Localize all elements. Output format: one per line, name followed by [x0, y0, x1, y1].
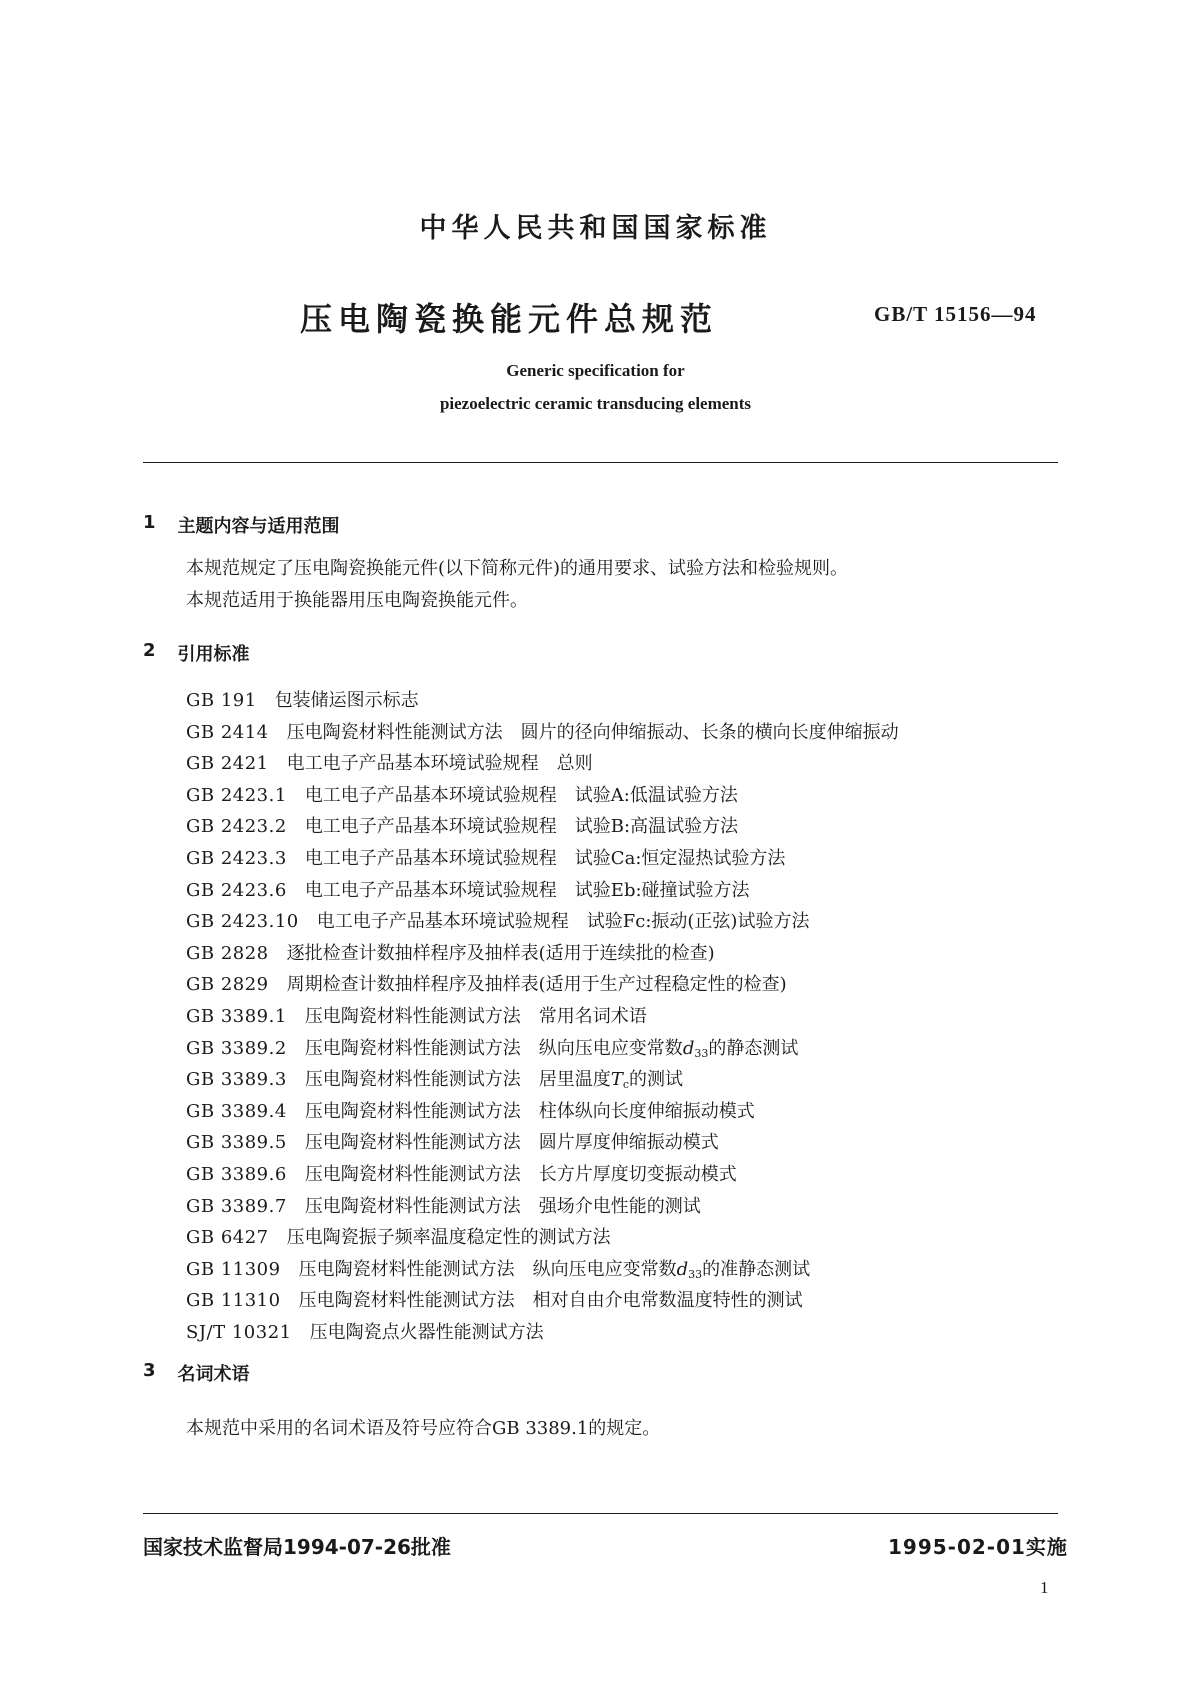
list-item	[186, 969, 899, 1001]
section-title: 引用标准	[177, 644, 250, 665]
ref-title: 压电陶瓷材料性能测试方法 柱体纵向长度伸缩振动模式	[304, 1100, 755, 1122]
section-1-paragraph-2: 本规范适用于换能器用压电陶瓷换能元件。	[186, 590, 528, 611]
ref-title: 压电陶瓷材料性能测试方法 圆片厚度伸缩振动模式	[304, 1132, 719, 1154]
ref-title: 逐批检查计数抽样程序及抽样表(适用于连续批的检查)	[286, 942, 715, 964]
symbol-subscript: c	[622, 1078, 629, 1092]
page-number: 1	[1040, 1578, 1049, 1597]
list-item	[186, 1001, 899, 1033]
ref-code: GB 3389.1	[186, 1005, 287, 1027]
ref-code: GB 3389.7	[186, 1195, 287, 1217]
ref-code: SJ/T 10321	[186, 1321, 292, 1343]
list-item	[186, 1222, 899, 1254]
ref-title-tail: 的准静态测试	[702, 1258, 811, 1280]
ref-code: GB 3389.2	[186, 1037, 287, 1059]
list-item	[186, 1159, 899, 1191]
list-item	[186, 1285, 899, 1317]
ref-code: GB 2423.10	[186, 911, 299, 933]
section-number: 2	[143, 640, 156, 661]
ref-code: GB 3389.6	[186, 1163, 287, 1185]
header-divider	[143, 462, 1058, 463]
ref-code: GB 2414	[186, 721, 269, 743]
footer-divider	[143, 1513, 1058, 1514]
list-item	[186, 938, 899, 970]
implementation-date: 1995-02-01实施	[888, 1535, 1068, 1559]
ref-title: 压电陶瓷材料性能测试方法 常用名词术语	[304, 1005, 647, 1027]
list-item	[186, 906, 899, 938]
list-item	[186, 748, 899, 780]
section-2-heading	[143, 640, 250, 666]
ref-code: GB 6427	[186, 1227, 269, 1249]
section-3-paragraph-1: 本规范中采用的名词术语及符号应符合GB 3389.1的规定。	[186, 1418, 661, 1439]
national-standard-title: 中华人民共和国国家标准	[419, 213, 772, 244]
ref-code: GB 3389.5	[186, 1132, 287, 1154]
symbol: T	[610, 1069, 623, 1091]
ref-title: 周期检查计数抽样程序及抽样表(适用于生产过程稳定性的检查)	[286, 974, 787, 996]
list-item	[186, 1033, 899, 1065]
ref-code: GB 3389.4	[186, 1100, 287, 1122]
approval-statement: 国家技术监督局1994-07-26批准	[143, 1535, 451, 1559]
section-title: 主题内容与适用范围	[177, 516, 340, 537]
list-item	[186, 1317, 899, 1349]
section-1-paragraph-1: 本规范规定了压电陶瓷换能元件(以下简称元件)的通用要求、试验方法和检验规则。	[186, 558, 849, 579]
list-item	[186, 1254, 899, 1286]
section-title: 名词术语	[177, 1364, 250, 1385]
ref-code: GB 2421	[186, 753, 269, 775]
ref-code: GB 11310	[186, 1290, 281, 1312]
list-item	[186, 1064, 899, 1096]
document-title: 压电陶瓷换能元件总规范	[300, 300, 719, 338]
ref-code: GB 2828	[186, 942, 269, 964]
ref-code: GB 2423.2	[186, 816, 287, 838]
ref-title: 包装储运图示标志	[274, 690, 419, 711]
section-number: 3	[143, 1360, 156, 1381]
ref-title: 压电陶瓷材料性能测试方法 圆片的径向伸缩振动、长条的横向长度伸缩振动	[286, 721, 899, 743]
list-item	[186, 843, 899, 875]
list-item	[186, 780, 899, 812]
english-title-line-2: piezoelectric ceramic transducing elements	[439, 394, 752, 413]
symbol: d	[682, 1037, 695, 1059]
ref-title: 压电陶瓷材料性能测试方法 强场介电性能的测试	[304, 1195, 701, 1217]
symbol: d	[676, 1258, 689, 1280]
ref-title: 压电陶瓷振子频率温度稳定性的测试方法	[286, 1227, 611, 1249]
english-title-line-1: Generic specification for	[506, 361, 685, 380]
ref-title-tail: 的静态测试	[708, 1037, 799, 1059]
ref-title: 电工电子产品基本环境试验规程 试验B:高温试验方法	[304, 816, 739, 838]
ref-title: 电工电子产品基本环境试验规程 总则	[286, 753, 593, 775]
ref-title: 压电陶瓷材料性能测试方法 居里温度	[304, 1069, 611, 1091]
section-1-heading	[143, 512, 340, 538]
ref-code: GB 2423.6	[186, 879, 287, 901]
list-item	[186, 811, 899, 843]
ref-code: GB 11309	[186, 1258, 281, 1280]
list-item	[186, 1191, 899, 1223]
ref-title: 电工电子产品基本环境试验规程 试验Fc:振动(正弦)试验方法	[316, 911, 810, 933]
ref-code: GB 191	[186, 690, 257, 711]
ref-title: 压电陶瓷材料性能测试方法 纵向压电应变常数	[298, 1258, 677, 1280]
list-item	[186, 1127, 899, 1159]
ref-title: 电工电子产品基本环境试验规程 试验A:低温试验方法	[304, 784, 738, 806]
ref-code: GB 2423.3	[186, 847, 287, 869]
ref-title: 电工电子产品基本环境试验规程 试验Eb:碰撞试验方法	[304, 879, 750, 901]
ref-title: 压电陶瓷点火器性能测试方法	[309, 1321, 544, 1343]
ref-title: 电工电子产品基本环境试验规程 试验Ca:恒定湿热试验方法	[304, 847, 786, 869]
list-item	[186, 1096, 899, 1128]
ref-title: 压电陶瓷材料性能测试方法 相对自由介电常数温度特性的测试	[298, 1290, 803, 1312]
english-title	[0, 354, 1191, 420]
list-item	[186, 685, 899, 717]
ref-code: GB 3389.3	[186, 1069, 287, 1091]
ref-title: 压电陶瓷材料性能测试方法 长方片厚度切变振动模式	[304, 1163, 737, 1185]
ref-title-tail: 的测试	[629, 1069, 683, 1091]
section-3-heading	[143, 1360, 250, 1386]
symbol-subscript: 33	[688, 1267, 703, 1281]
ref-title: 压电陶瓷材料性能测试方法 纵向压电应变常数	[304, 1037, 683, 1059]
ref-code: GB 2829	[186, 974, 269, 996]
ref-code: GB 2423.1	[186, 784, 287, 806]
list-item	[186, 717, 899, 749]
referenced-standards-list	[186, 685, 899, 1348]
standard-code: GB/T 15156—94	[874, 302, 1037, 326]
symbol-subscript: 33	[694, 1046, 709, 1060]
section-number: 1	[143, 512, 156, 533]
list-item	[186, 875, 899, 907]
